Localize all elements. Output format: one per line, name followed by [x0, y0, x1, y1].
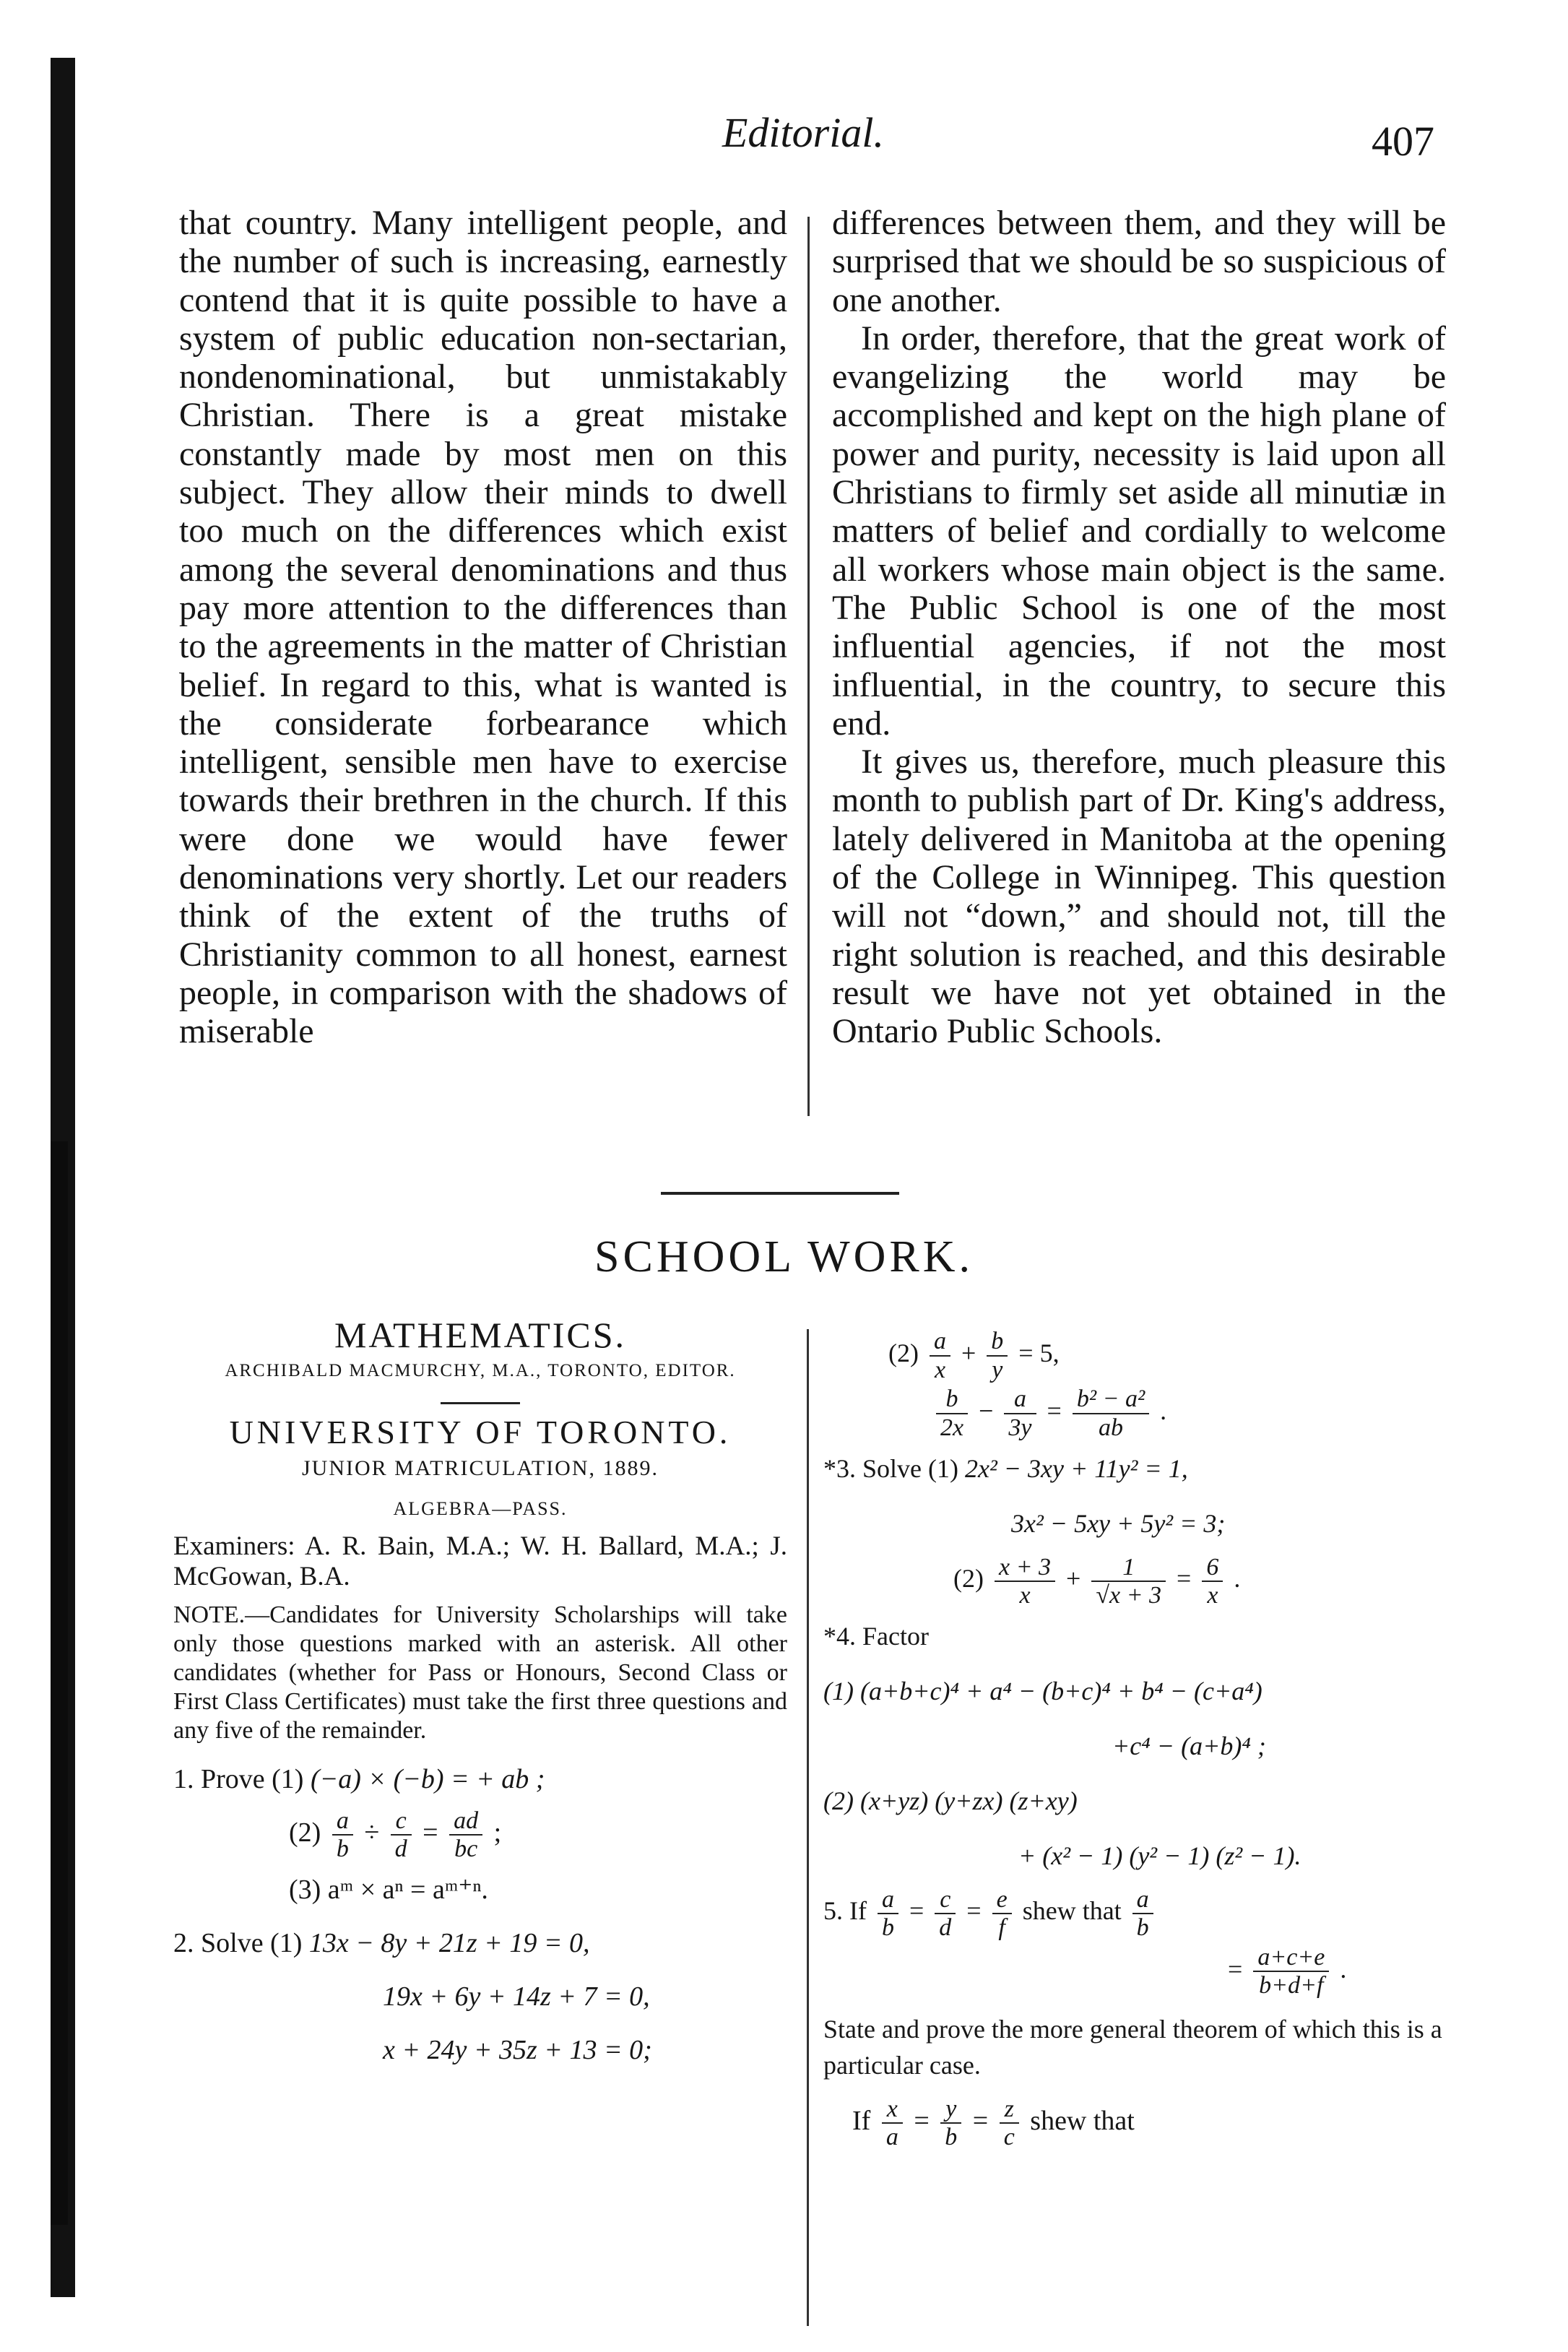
- editorial-left-paragraph: that country. Many intelligent people, and the number of such is increasing, earnestly contend that it is quite possible to have a system of public education non-sectarian, nondenominational, but unmistakably Christian. There is a great mistake constantly made by most men on this subject. They allow their minds to dwell too much on the differences which exist among the several denominations and thus pay more attention to the differences than to the agreements in the matter of Christian belief. In regard to this, what is wanted is the considerate forbearance which intelligent, sensible men have to exercise towards their brethren in the church. If this were done we would have fewer denominations very shortly. Let our readers think of the extent of the truths of Christianity common to all honest, earnest people, in comparison with the shadows of miserable: [179, 204, 787, 1051]
- question-4-part-2: [823, 1773, 1459, 1828]
- running-head: [0, 108, 1568, 173]
- fraction: $\frac{y}{b}$: [940, 2096, 961, 2151]
- q2-eq1: 13x − 8y + 21z + 19 = 0,: [308, 1927, 590, 1958]
- examiners-line: Examiners: A. R. Bain, M.A.; W. H. Ballard, M.A.; J. McGowan, B.A.: [173, 1531, 787, 1591]
- q4-part2a: (2) (x+yz) (y+zx) (z+xy): [823, 1786, 1078, 1816]
- q5-shew: shew that: [1022, 1896, 1122, 1926]
- question-5: [823, 1883, 1459, 1941]
- q3-eq2: 3x² − 5xy + 5y² = 3;: [1011, 1509, 1226, 1539]
- question-3-eq-2: [823, 1496, 1459, 1551]
- operator: =: [972, 2105, 989, 2136]
- q3-lead: *3. Solve (1): [823, 1454, 958, 1484]
- q2-rhs: = 5,: [1018, 1339, 1060, 1367]
- fraction: $\frac{6}{x}$: [1202, 1554, 1223, 1609]
- section-title: SCHOOL WORK.: [594, 1232, 974, 1281]
- fraction: $\frac{x + 3}{x}$: [995, 1554, 1055, 1609]
- operator: ÷: [364, 1817, 380, 1848]
- question-2-part-2-line-2: [823, 1383, 1459, 1441]
- fraction: $\frac{a}{3y}$: [1004, 1385, 1036, 1441]
- punctuation: .: [1340, 1954, 1347, 1984]
- fraction: $\frac{b}{y}$: [987, 1328, 1008, 1383]
- editorial-right-paragraph-2: In order, therefore, that the great work of evangelizing the world may be accomplished and kept on the high plane of power and purity, necessity is laid upon all Christians to firmly set aside all minutiæ in matters of belief and cordially to welcome all workers whose main object is the same. The Public School is one of the most influential agencies, if not the most influential, in the country, to secure this end.: [832, 319, 1446, 743]
- question-1-part-2: [173, 1806, 787, 1863]
- editorial-right-paragraph-1: differences between them, and they will be surprised that we should be so suspicious of one another.: [832, 204, 1446, 319]
- operator: =: [966, 1896, 982, 1926]
- fraction: $\frac{z}{c}$: [1000, 2096, 1019, 2151]
- fraction: $\frac{ad}{bc}$: [449, 1807, 482, 1863]
- university-heading: UNIVERSITY OF TORONTO.: [229, 1414, 732, 1450]
- fraction: $\frac{x}{a}$: [882, 2096, 903, 2151]
- candidates-note: NOTE.—Candidates for University Scholarships will take only those questions marked with an asterisk. All other candidates (whether for Pass or Honours, Second Class or First Class Certificates) must take the first three questions and any five of the remainder.: [173, 1601, 787, 1744]
- mathematics-right-column: [823, 1326, 1459, 2150]
- fraction: $\frac{\text{b² − a²}}{ab}$: [1073, 1385, 1149, 1441]
- column-divider: [807, 217, 810, 1116]
- question-2-eq-2: [173, 1970, 787, 2023]
- q4-part2b: + (x² − 1) (y² − 1) (z² − 1).: [1018, 1841, 1301, 1871]
- question-3-part-2: [823, 1551, 1459, 1609]
- fraction: $\frac{a}{x}$: [930, 1328, 950, 1383]
- exam-heading: JUNIOR MATRICULATION, 1889.: [302, 1456, 659, 1480]
- operator: +: [1066, 1564, 1081, 1594]
- question-1: [173, 1752, 787, 1806]
- final-question: [823, 2093, 1459, 2151]
- fraction: $\frac{e}{f}$: [992, 1886, 1012, 1942]
- fraction: $\frac{b}{2x}$: [936, 1385, 968, 1441]
- punctuation: ;: [493, 1817, 502, 1848]
- q2-eq2: 19x + 6y + 14z + 7 = 0,: [383, 1981, 650, 2012]
- operator: =: [909, 1896, 924, 1926]
- question-4-part-2-cont: [823, 1828, 1459, 1883]
- operator: =: [1228, 1954, 1243, 1984]
- final-shew: shew that: [1030, 2105, 1135, 2136]
- question-5-result: [823, 1942, 1459, 1999]
- operator: =: [423, 1817, 438, 1848]
- paper-heading: ALGEBRA—PASS.: [393, 1498, 568, 1519]
- editorial-left-column: [179, 204, 787, 1051]
- final-lead: If: [852, 2105, 871, 2136]
- running-title: Editorial.: [722, 109, 884, 156]
- fraction: $\frac{c}{d}$: [935, 1886, 956, 1942]
- operator: −: [979, 1396, 994, 1426]
- editor-credit: ARCHIBALD MACMURCHY, M.A., TORONTO, EDITOR.: [225, 1361, 736, 1380]
- question-2: [173, 1916, 787, 1970]
- q3-part2-label: (2): [953, 1564, 984, 1594]
- q5-lead: 5. If: [823, 1896, 867, 1926]
- short-divider: [441, 1402, 520, 1404]
- mathematics-left-column: [173, 1311, 787, 2077]
- punctuation: .: [1160, 1396, 1167, 1426]
- editorial-right-paragraph-3: It gives us, therefore, much pleasure this month to publish part of Dr. King's address, lately delivered in Manitoba at the opening of the College in Winnipeg. This question will not “down,” and should not, till the right solution is reached, and this desirable result we have not yet obtained in the Ontario Public Schools.: [832, 743, 1446, 1051]
- q2-lead: 2. Solve (1): [173, 1927, 303, 1958]
- page-number: 407: [1372, 118, 1434, 165]
- fraction: $\frac{a}{b}$: [878, 1886, 898, 1942]
- scan-edge-bar-lower: [51, 1141, 68, 2225]
- q1-part1: (−a) × (−b) = + ab ;: [310, 1764, 545, 1794]
- editorial-right-column: [832, 204, 1446, 1051]
- q3-eq1: 2x² − 3xy + 11y² = 1,: [964, 1454, 1188, 1484]
- question-4-part-1-cont: [823, 1718, 1459, 1773]
- q2-part2-label: (2): [888, 1339, 919, 1367]
- mathematics-heading: MATHEMATICS.: [334, 1315, 627, 1355]
- fraction: $\frac{c}{d}$: [391, 1807, 412, 1863]
- q4-part1b: +c⁴ − (a+b)⁴ ;: [1112, 1731, 1266, 1761]
- q2-eq3: x + 24y + 35z + 13 = 0;: [383, 2034, 652, 2065]
- closing-instruction: State and prove the more general theorem of which this is a particular case.: [823, 2014, 1442, 2080]
- q1-lead: 1. Prove (1): [173, 1764, 304, 1794]
- operator: =: [1047, 1396, 1062, 1426]
- question-2-part-2: [823, 1326, 1459, 1383]
- lower-column-divider: [807, 1329, 809, 2326]
- punctuation: .: [1234, 1564, 1241, 1594]
- fraction: $\frac{a+c+e}{b+d+f}$: [1253, 1944, 1329, 1999]
- operator: +: [961, 1339, 976, 1367]
- section-divider: [661, 1192, 899, 1195]
- q4-part1a: (1) (a+b+c)⁴ + a⁴ − (b+c)⁴ + b⁴ − (c+a⁴): [823, 1677, 1262, 1706]
- operator: =: [1177, 1564, 1192, 1594]
- fraction: $\frac{a}{b}$: [332, 1807, 353, 1863]
- q1-part2-label: (2): [289, 1817, 321, 1848]
- question-1-part-3: (3) aᵐ × aⁿ = aᵐ⁺ⁿ.: [289, 1874, 488, 1905]
- question-4-part-1: [823, 1664, 1459, 1718]
- question-4: *4. Factor: [823, 1622, 929, 1651]
- fraction: $\frac{a}{b}$: [1132, 1886, 1153, 1942]
- operator: =: [914, 2105, 930, 2136]
- question-3: [823, 1441, 1459, 1496]
- fraction: $\frac{1}{√x + 3}$: [1091, 1554, 1166, 1609]
- question-2-eq-3: [173, 2023, 787, 2077]
